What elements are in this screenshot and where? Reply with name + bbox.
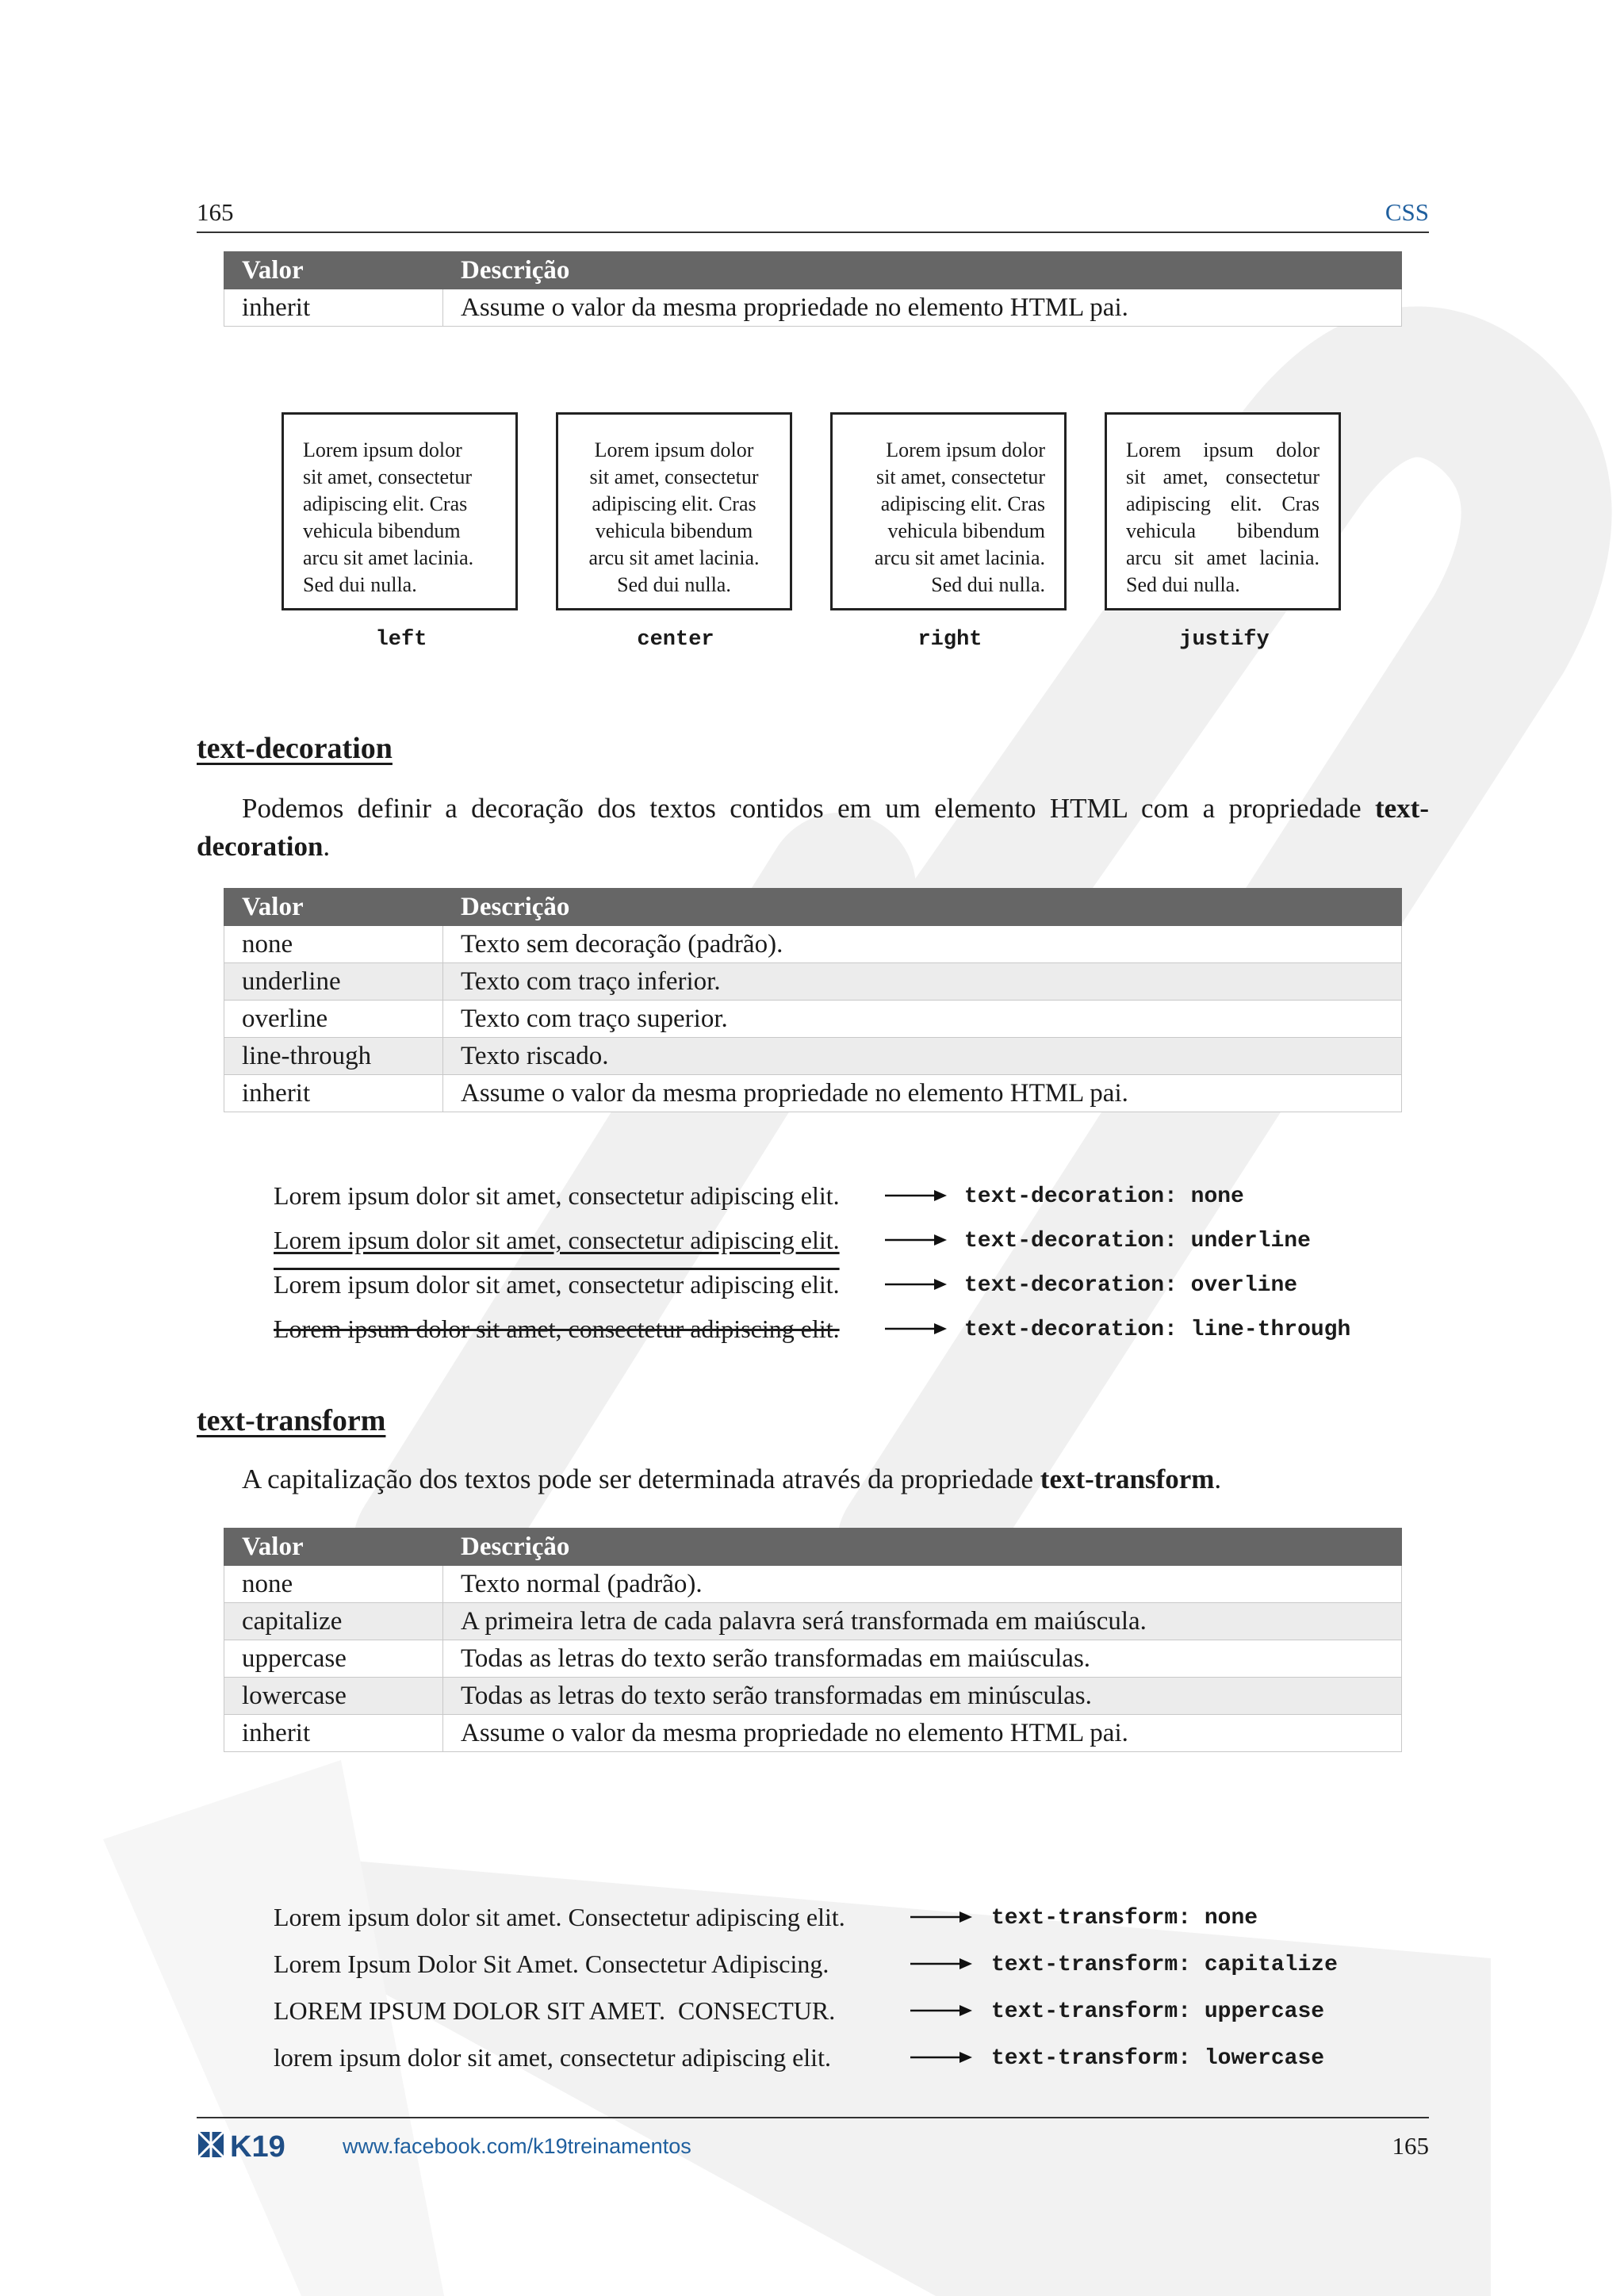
code-label-uppercase: text-transform: uppercase [991, 1999, 1325, 2024]
code-label-underline: text-decoration: underline [964, 1229, 1311, 1253]
table-row [224, 1075, 1402, 1112]
example-text-underline: Lorem ipsum dolor sit amet, consectetur adipiscing elit. [274, 1226, 840, 1254]
box-line: arcu sit amet lacinia. [1126, 546, 1320, 569]
header-rule [197, 232, 1429, 233]
table-row [224, 1001, 1402, 1038]
cell-description: Todas as letras do texto serão transformadas em maiúsculas. [443, 1640, 1402, 1678]
cell-description: A primeira letra de cada palavra será transformada em maiúscula. [443, 1603, 1402, 1640]
property-name: text-decoration [197, 793, 1429, 862]
cell-value: none [224, 1566, 443, 1603]
arrow-icon [910, 1908, 974, 1927]
code-label-none: text-decoration: none [964, 1184, 1244, 1209]
paragraph-text-transform [197, 1460, 1429, 1498]
paragraph-end: . [1214, 1464, 1222, 1494]
k19-logo [197, 2130, 320, 2161]
arrow-icon [885, 1186, 948, 1205]
box-line: arcu sit amet lacinia. [588, 546, 760, 569]
cell-value: inherit [224, 289, 443, 327]
example-text-capitalize: Lorem Ipsum Dolor Sit Amet. Consectetur Adipiscing. [274, 1950, 829, 1978]
cell-value: line-through [224, 1038, 443, 1075]
code-label-capitalize: text-transform: capitalize [991, 1953, 1338, 1977]
cell-value: inherit [224, 1715, 443, 1752]
box-line: vehicula bibendum [595, 519, 753, 542]
table-text-transform [224, 1528, 1402, 1752]
example-text-none: Lorem ipsum dolor sit amet. Consectetur adipiscing elit. [274, 1903, 845, 1931]
box-line: Sed dui nulla. [617, 573, 731, 596]
table-row [224, 1640, 1402, 1678]
arrow-icon [910, 2048, 974, 2067]
page-number-bottom: 165 [1392, 2132, 1429, 2160]
label-center: center [637, 628, 714, 652]
box-line: arcu sit amet lacinia. [874, 546, 1045, 569]
arrow-icon [885, 1275, 948, 1294]
cell-description: Texto sem decoração (padrão). [443, 926, 1402, 963]
footer-facebook-link[interactable]: www.facebook.com/k19treinamentos [343, 2134, 691, 2158]
table-row [224, 963, 1402, 1001]
table-row [224, 1678, 1402, 1715]
paragraph-end: . [323, 831, 331, 862]
align-box-right [830, 412, 1067, 610]
example-text-line-through: Lorem ipsum dolor sit amet, consectetur adipiscing elit. [274, 1314, 840, 1343]
arrow-icon [910, 2001, 974, 2020]
box-line: adipiscing elit. Cras [592, 492, 756, 515]
cell-value: inherit [224, 1075, 443, 1112]
box-line: adipiscing elit. Cras [1126, 492, 1320, 515]
box-line: adipiscing elit. Cras [303, 492, 468, 515]
table-row [224, 1566, 1402, 1603]
paragraph-text-decoration [197, 790, 1429, 866]
code-label-line-through: text-decoration: line-through [964, 1318, 1351, 1342]
table-row [224, 1715, 1402, 1752]
column-header-valor: Valor [224, 1529, 443, 1566]
table-row [224, 289, 1402, 327]
label-right: right [917, 628, 982, 652]
table-header-row [224, 1529, 1402, 1566]
cell-value: capitalize [224, 1603, 443, 1640]
box-line: Lorem ipsum dolor [886, 438, 1045, 461]
cell-value: overline [224, 1001, 443, 1038]
page-number-top: 165 [197, 198, 234, 226]
box-line: adipiscing elit. Cras [880, 492, 1045, 515]
example-text-lowercase: lorem ipsum dolor sit amet, consectetur adipiscing elit. [274, 2043, 831, 2072]
cell-description: Texto riscado. [443, 1038, 1402, 1075]
logo-text: K19 [230, 2130, 285, 2161]
footer-rule [197, 2117, 1429, 2118]
cell-description: Texto normal (padrão). [443, 1566, 1402, 1603]
column-header-valor: Valor [224, 889, 443, 926]
box-line: vehicula bibendum [887, 519, 1045, 542]
cell-description: Texto com traço inferior. [443, 963, 1402, 1001]
table-row [224, 1038, 1402, 1075]
table-text-decoration [224, 888, 1402, 1112]
code-label-overline: text-decoration: overline [964, 1273, 1298, 1298]
box-line: Lorem ipsum dolor [303, 438, 462, 461]
label-justify: justify [1179, 628, 1270, 652]
cell-value: lowercase [224, 1678, 443, 1715]
box-line: sit amet, consectetur [1126, 465, 1320, 488]
box-line: sit amet, consectetur [876, 465, 1045, 488]
code-label-none: text-transform: none [991, 1906, 1258, 1931]
cell-value: underline [224, 963, 443, 1001]
align-box-center [556, 412, 792, 610]
cell-description: Assume o valor da mesma propriedade no elemento HTML pai. [443, 1075, 1402, 1112]
column-header-descricao: Descrição [443, 1529, 1402, 1566]
paragraph-text: Podemos definir a decoração dos textos contidos em um elemento HTML com a propriedade [242, 793, 1375, 824]
box-line: Sed dui nulla. [931, 573, 1045, 596]
arrow-icon [885, 1230, 948, 1249]
align-box-justify [1105, 412, 1341, 610]
box-line: Lorem ipsum dolor [1126, 438, 1320, 461]
arrow-icon [910, 1954, 974, 1973]
box-line: Sed dui nulla. [1126, 573, 1240, 596]
cell-description: Assume o valor da mesma propriedade no elemento HTML pai. [443, 1715, 1402, 1752]
column-header-valor: Valor [224, 252, 443, 289]
box-line: sit amet, consectetur [303, 465, 472, 488]
cell-description: Texto com traço superior. [443, 1001, 1402, 1038]
box-line: sit amet, consectetur [589, 465, 759, 488]
section-heading-text-decoration: text-decoration [197, 732, 393, 765]
property-name: text-transform [1040, 1464, 1215, 1494]
table-row [224, 926, 1402, 963]
section-heading-text-transform: text-transform [197, 1404, 386, 1437]
box-line: Lorem ipsum dolor [594, 438, 754, 461]
example-text-none: Lorem ipsum dolor sit amet, consectetur adipiscing elit. [274, 1181, 840, 1210]
label-left: left [375, 628, 427, 652]
cell-description: Todas as letras do texto serão transformadas em minúsculas. [443, 1678, 1402, 1715]
box-line: vehicula bibendum [1126, 519, 1320, 542]
table-header-row [224, 252, 1402, 289]
arrow-icon [885, 1319, 948, 1338]
chapter-title: CSS [1385, 198, 1429, 226]
align-box-left [282, 412, 518, 610]
table-header-row [224, 889, 1402, 926]
example-text-uppercase: LOREM IPSUM DOLOR SIT AMET. CONSECTUR. [274, 1996, 836, 2025]
paragraph-text: A capitalização dos textos pode ser determinada através da propriedade [242, 1464, 1040, 1494]
cell-value: uppercase [224, 1640, 443, 1678]
column-header-descricao: Descrição [443, 252, 1402, 289]
box-line: vehicula bibendum [303, 519, 461, 542]
table-row [224, 1603, 1402, 1640]
column-header-descricao: Descrição [443, 889, 1402, 926]
example-text-overline: Lorem ipsum dolor sit amet, consectetur adipiscing elit. [274, 1270, 840, 1299]
code-label-lowercase: text-transform: lowercase [991, 2046, 1325, 2071]
cell-description: Assume o valor da mesma propriedade no elemento HTML pai. [443, 289, 1402, 327]
box-line: arcu sit amet lacinia. [303, 546, 474, 569]
cell-value: none [224, 926, 443, 963]
box-line: Sed dui nulla. [303, 573, 417, 596]
table-text-align-continued [224, 251, 1402, 327]
